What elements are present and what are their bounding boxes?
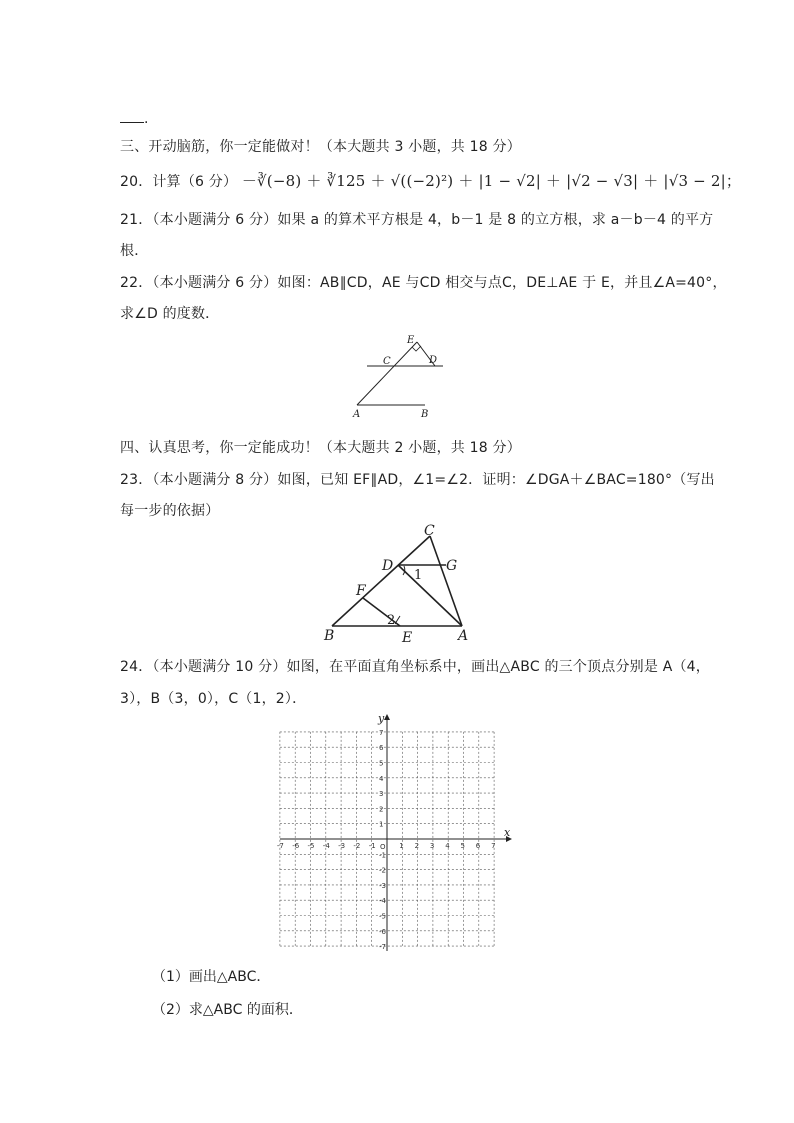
label-a: A (353, 409, 361, 420)
answer-blank-line (120, 110, 149, 127)
x-tick-label: 5 (460, 842, 465, 850)
y-tick-label: -2 (379, 866, 386, 875)
q23-line2: 每一步的依据） (120, 503, 220, 519)
y-tick-label: 6 (379, 744, 384, 753)
blank-suffix: . (144, 111, 149, 127)
y-tick-label: 4 (379, 774, 384, 783)
y-tick-label: -7 (379, 943, 386, 951)
y-tick-label: -3 (379, 881, 386, 890)
q22-figure (345, 330, 455, 420)
q24-sub2: （2）求△ABC 的面积． (152, 1002, 303, 1018)
y-tick-label: 5 (379, 759, 384, 768)
label-e: E (402, 630, 413, 645)
q24-line1: 24．（本小题满分 10 分）如图，在平面直角坐标系中，画出△ABC 的三个顶点分别是 A（4， (120, 659, 710, 675)
x-tick-label: 1 (399, 842, 404, 850)
label-d: D (382, 558, 394, 574)
y-tick-label: -1 (379, 851, 386, 860)
y-tick-label: 1 (379, 820, 384, 829)
y-tick-label: 3 (379, 790, 384, 799)
label-d: D (429, 355, 438, 366)
angle1-label: 1 (414, 568, 423, 583)
x-tick-label: -6 (292, 842, 300, 850)
label-f: F (356, 583, 366, 599)
y-axis-arrow (384, 714, 390, 720)
y-tick-label: 2 (379, 805, 384, 814)
section4-heading: 四、认真思考，你一定能成功！（本大题共 2 小题，共 18 分） (120, 440, 521, 456)
x-tick-label: -1 (368, 842, 376, 850)
q23-figure (320, 520, 485, 645)
y-tick-label: -5 (379, 912, 386, 921)
y-axis-label: y (378, 712, 385, 725)
q22-line1: 22．（本小题满分 6 分）如图：AB∥CD，AE 与CD 相交与点C，DE⊥AE 于 E，并且∠A=40°， (120, 275, 727, 291)
blank-underline (120, 110, 144, 123)
y-tick-label: 7 (379, 728, 384, 737)
y-tick-label: -4 (379, 897, 386, 906)
label-c: C (383, 356, 391, 367)
x-tick-label: -4 (322, 842, 330, 850)
q20-label: 20．计算（6 分） (120, 174, 238, 190)
right-angle-mark (412, 346, 421, 351)
x-tick-label: 4 (445, 842, 450, 850)
q20 (120, 170, 741, 191)
x-axis-label: x (504, 826, 511, 839)
line-ae (357, 342, 417, 405)
x-tick-label: 2 (414, 842, 420, 850)
x-tick-label: -3 (338, 842, 346, 850)
label-a: A (458, 628, 469, 644)
label-g: G (446, 558, 458, 574)
q22-line2: 求∠D 的度数． (120, 306, 220, 322)
label-c: C (424, 523, 435, 539)
angle2-arc (395, 616, 400, 624)
q23-line1: 23．（本小题满分 8 分）如图，已知 EF∥AD，∠1=∠2．证明：∠DGA＋∠BAC=180°（写出 (120, 472, 715, 488)
x-tick-label: -7 (276, 842, 284, 850)
x-tick-label: 3 (429, 842, 435, 850)
coordinate-grid (270, 706, 520, 951)
y-tick-label: -6 (379, 927, 386, 936)
q24-line2: 3），B（3，0），C（1，2）． (120, 691, 307, 707)
x-tick-label: -5 (307, 842, 315, 850)
segment-da (398, 565, 462, 626)
label-e: E (407, 335, 415, 346)
origin-label: O (380, 843, 386, 851)
x-tick-label: 6 (475, 842, 481, 850)
q21-line1: 21．（本小题满分 6 分）如果 a 的算术平方根是 4，b－1 是 8 的立方根，求 a－b－4 的平方 (120, 212, 714, 228)
q21-line2: 根． (120, 243, 149, 259)
label-b: B (421, 409, 429, 420)
section3-heading: 三、开动脑筋，你一定能做对！（本大题共 3 小题，共 18 分） (120, 139, 521, 155)
x-tick-label: -2 (353, 842, 361, 850)
label-b: B (324, 628, 335, 644)
x-tick-label: 7 (491, 842, 496, 850)
q24-sub1: （1）画出△ABC． (152, 969, 271, 985)
angle2-label: 2 (387, 613, 396, 628)
q20-formula: －∛(−8) ＋ ∛125 ＋ √((−2)²) ＋ |1 − √2| ＋ |√2 − √3| ＋ |√3 − 2|； (241, 172, 742, 190)
segment-ca (430, 536, 462, 626)
